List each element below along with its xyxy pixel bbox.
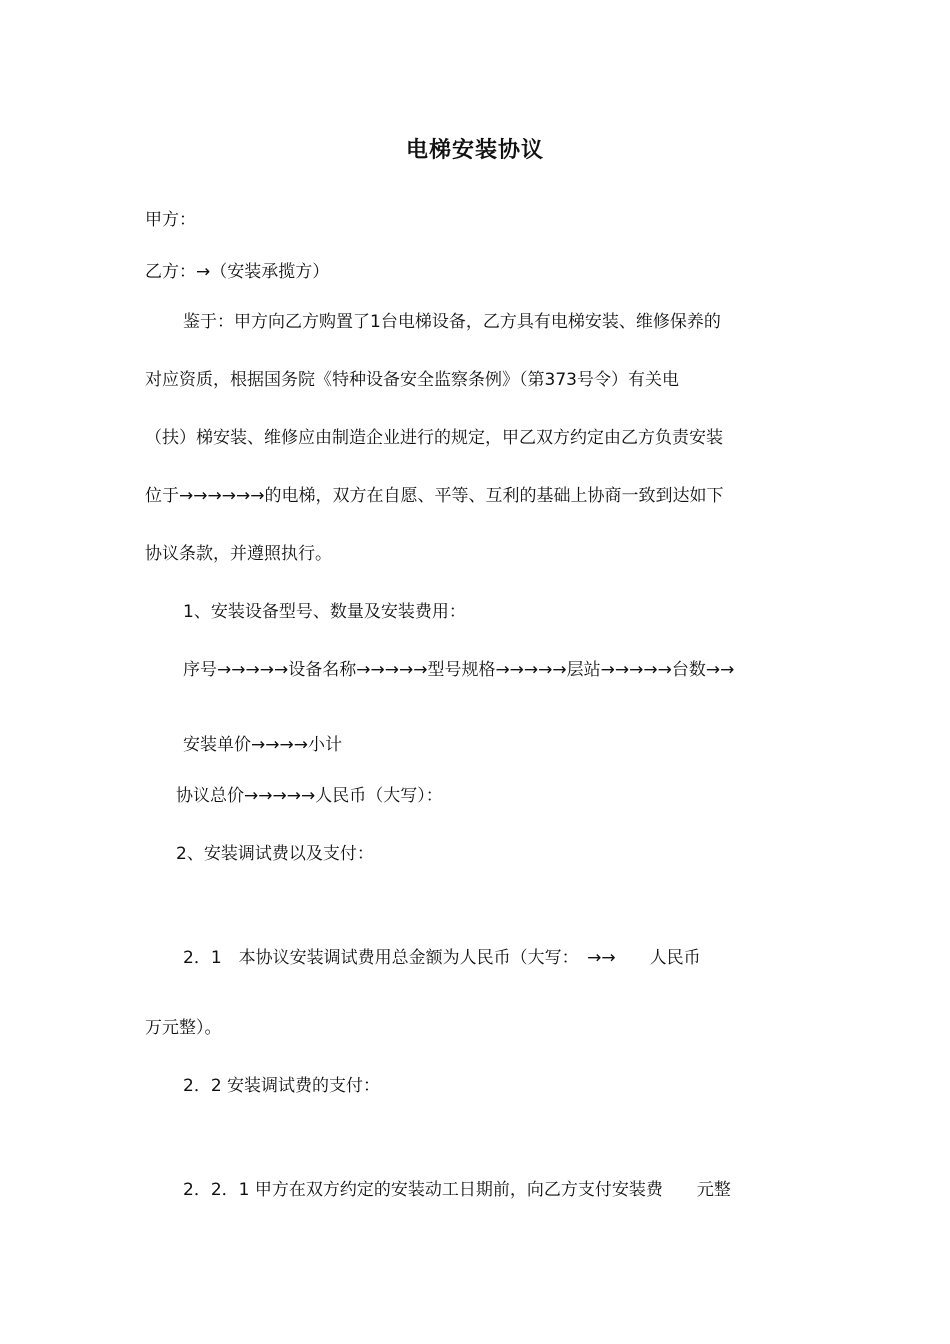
clause-2-2: 2．2 安装调试费的支付： (183, 1076, 381, 1096)
clause-2-2-1: 2．2．1 甲方在双方约定的安装动工日期前，向乙方支付安装费 元整 (183, 1180, 731, 1200)
party-b-label: 乙方：→（安装承揽方） (145, 262, 330, 282)
preamble-line-3: （扶）梯安装、维修应由制造企业进行的规定，甲乙双方约定由乙方负责安装 (145, 428, 723, 448)
preamble-line-2: 对应资质，根据国务院《特种设备安全监察条例》（第373号令）有关电 (145, 370, 679, 390)
table-header-line-2: 安装单价→→→→小计 (183, 735, 342, 755)
preamble-line-4: 位于→→→→→→的电梯，双方在自愿、平等、互利的基础上协商一致到达如下 (145, 486, 724, 506)
clause-2-1-line-2: 万元整）。 (145, 1018, 222, 1038)
section-2-heading: 2、安装调试费以及支付： (176, 844, 374, 864)
table-header-line-1: 序号→→→→→设备名称→→→→→型号规格→→→→→层站→→→→→台数→→ (183, 660, 735, 680)
section-1-heading: 1、安装设备型号、数量及安装费用： (183, 602, 466, 622)
party-a-label: 甲方： (145, 210, 196, 230)
document-title: 电梯安装协议 (405, 138, 544, 163)
preamble-line-5: 协议条款，并遵照执行。 (145, 544, 332, 564)
clause-2-1-line-1: 2．1 本协议安装调试费用总金额为人民币（大写： →→ 人民币 (183, 948, 701, 968)
total-price-line: 协议总价→→→→→人民币（大写）： (176, 786, 443, 806)
preamble-line-1: 鉴于：甲方向乙方购置了1台电梯设备，乙方具有电梯安装、维修保养的 (183, 312, 721, 332)
